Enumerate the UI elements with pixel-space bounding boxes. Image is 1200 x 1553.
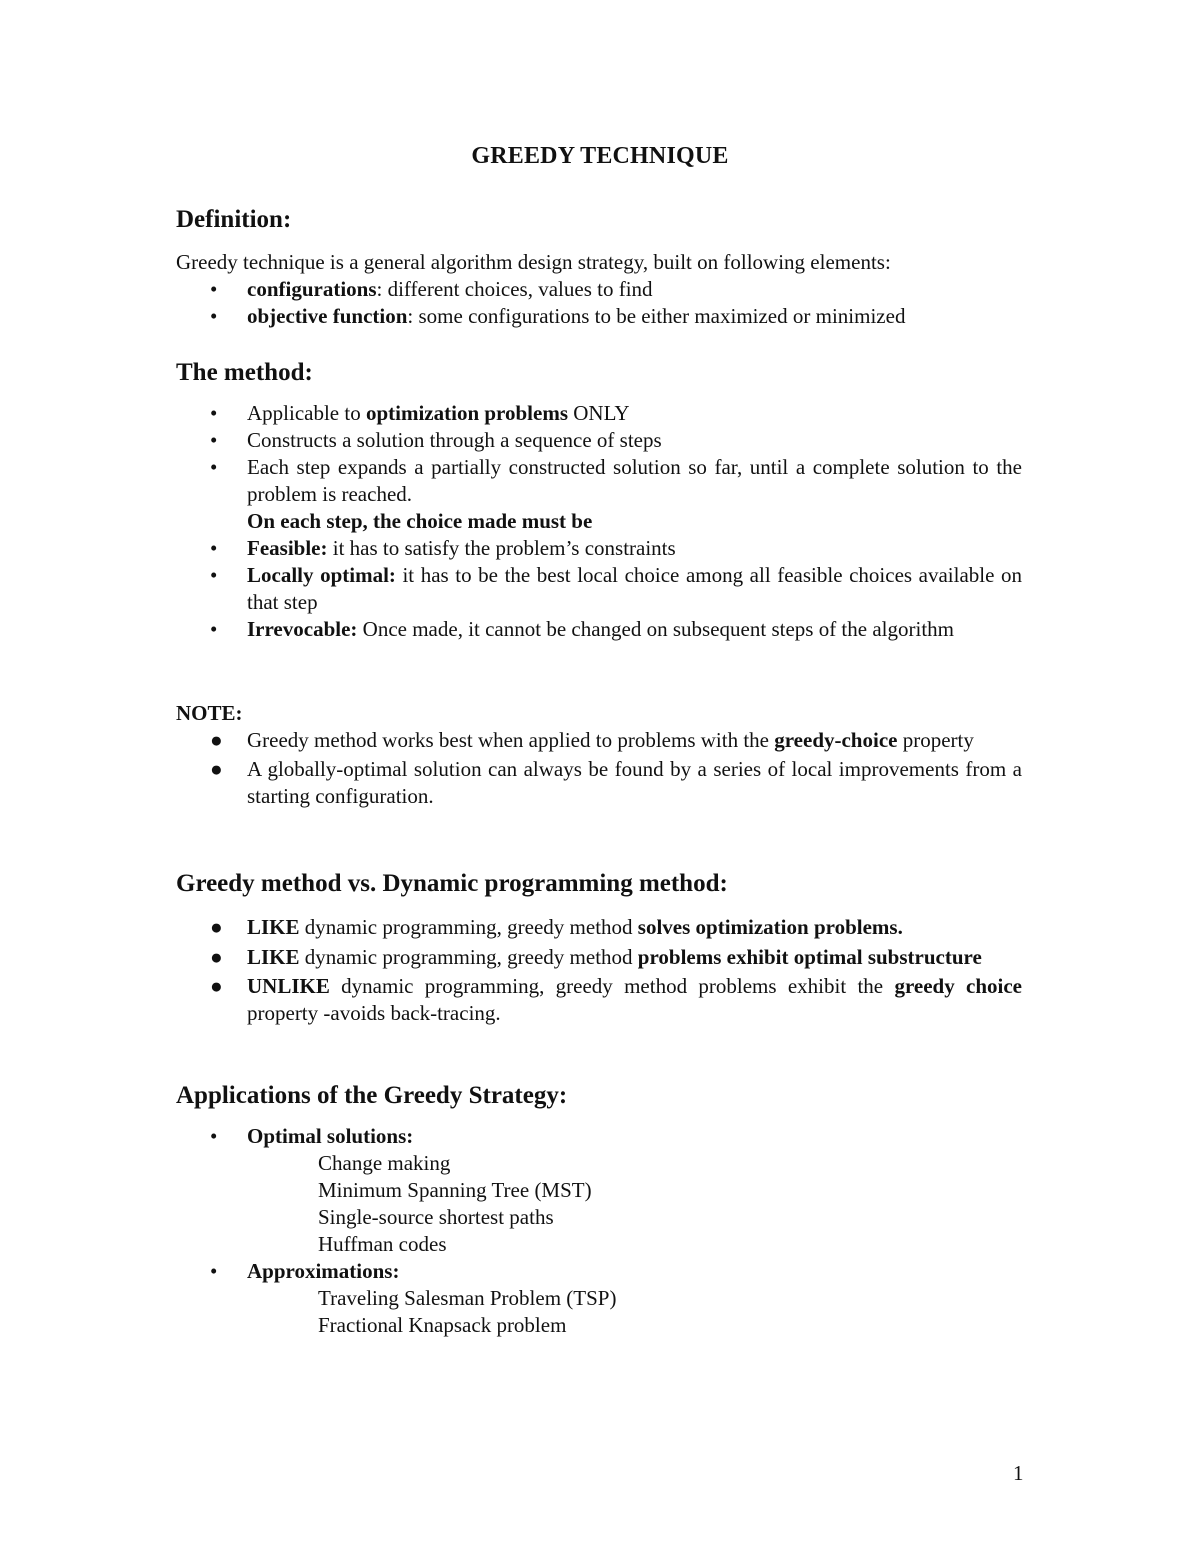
method-heading: The method: <box>176 359 313 386</box>
comparison-heading: Greedy method vs. Dynamic programming method: <box>176 870 728 897</box>
list-item: • Irrevocable: Once made, it cannot be changed on subsequent steps of the algorithm <box>210 617 954 641</box>
bullet-icon: • <box>210 536 218 560</box>
bullet-icon: • <box>210 455 218 479</box>
comparison-list <box>176 914 1022 1027</box>
list-item: • Each step expands a partially constructed solution so far, until a complete solution to the problem is reached. <box>210 455 1022 506</box>
page-title: GREEDY TECHNIQUE <box>471 143 729 169</box>
note-label: NOTE: <box>176 701 243 725</box>
list-item: ● LIKE dynamic programming, greedy method solves optimization problems. <box>210 915 903 939</box>
list-item: • configurations: different choices, values to find <box>210 277 653 301</box>
bullet-icon: • <box>210 428 218 452</box>
list-item: • Optimal solutions: <box>210 1124 414 1148</box>
list-item: ● A globally-optimal solution can always be found by a series of local improvements from a starting configuration. <box>210 757 1022 808</box>
bullet-icon: • <box>210 563 218 587</box>
applications-list <box>176 1123 1022 1339</box>
method-list <box>176 400 1022 643</box>
bullet-icon: ● <box>210 728 223 752</box>
definition-list <box>176 276 1022 330</box>
note-list <box>176 727 1022 810</box>
definition-intro: Greedy technique is a general algorithm design strategy, built on following elements: <box>176 250 891 274</box>
bullet-icon: • <box>210 304 218 328</box>
list-item: Single-source shortest paths <box>318 1205 554 1229</box>
bullet-icon: ● <box>210 757 223 781</box>
list-item: ● Greedy method works best when applied to problems with the greedy-choice property <box>210 728 974 752</box>
term-objective-function: objective function <box>247 304 408 328</box>
bullet-icon: ● <box>210 945 223 969</box>
optimal-sublist <box>176 1150 1022 1258</box>
list-item: • Applicable to optimization problems ONLY <box>210 401 630 425</box>
list-item: • Approximations: <box>210 1259 400 1283</box>
list-item: Traveling Salesman Problem (TSP) <box>318 1286 617 1310</box>
applications-heading: Applications of the Greedy Strategy: <box>176 1082 568 1109</box>
list-item: • Feasible: it has to satisfy the problem’s constraints <box>210 536 676 560</box>
bullet-icon: • <box>210 277 218 301</box>
list-item: • Constructs a solution through a sequence of steps <box>210 428 662 452</box>
list-item: ● LIKE dynamic programming, greedy method problems exhibit optimal substructure <box>210 945 982 969</box>
term-configurations: configurations <box>247 277 377 301</box>
list-item: Fractional Knapsack problem <box>318 1313 567 1337</box>
bullet-icon: ● <box>210 974 223 998</box>
list-item: • Locally optimal: it has to be the best local choice among all feasible choices available on that step <box>210 563 1023 614</box>
bullet-icon: • <box>210 1259 218 1283</box>
definition-heading: Definition: <box>176 206 292 233</box>
list-item: Minimum Spanning Tree (MST) <box>318 1178 592 1202</box>
list-item: • objective function: some configurations to be either maximized or minimized <box>210 304 906 328</box>
page-number: 1 <box>1013 1461 1024 1485</box>
bullet-icon: ● <box>210 915 223 939</box>
bullet-icon: • <box>210 1124 218 1148</box>
list-item: Huffman codes <box>318 1232 447 1256</box>
list-item: Change making <box>318 1151 451 1175</box>
list-item: ● UNLIKE dynamic programming, greedy method problems exhibit the greedy choice property -avoids back-tracing. <box>210 974 1022 1025</box>
bullet-icon: • <box>210 617 218 641</box>
choice-heading: On each step, the choice made must be <box>247 509 593 533</box>
bullet-icon: • <box>210 401 218 425</box>
approx-sublist <box>176 1285 1022 1339</box>
